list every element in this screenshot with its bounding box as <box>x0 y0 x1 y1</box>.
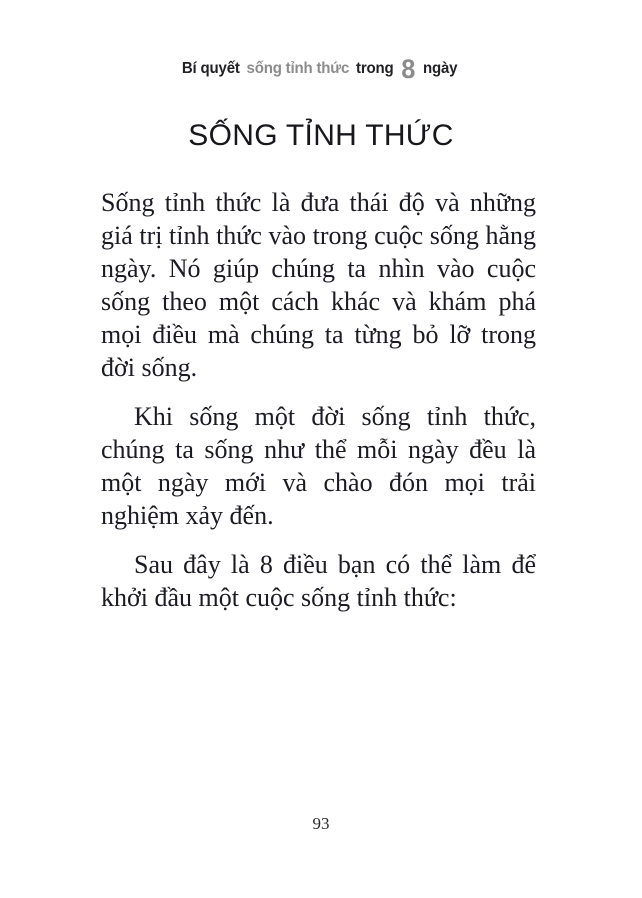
header-text-middle: trong <box>356 60 394 77</box>
body-paragraph: Sau đây là 8 điều bạn có thể làm để khởi đầu một cuộc sống tỉnh thức: <box>101 550 536 612</box>
chapter-title: SỐNG TỈNH THỨC <box>188 119 454 152</box>
header-text-prefix: Bí quyết <box>181 60 240 77</box>
header-text-suffix: ngày <box>422 60 458 77</box>
running-header <box>19 52 622 86</box>
body-paragraph: Sống tỉnh thức là đưa thái độ và những giá trị tỉnh thức vào trong cuộc sống hằng ngày. Nó giúp chúng ta nhìn vào cuộc sống theo một cách khác và khám phá mọi điều mà chúng ta từng bỏ lỡ trong đời sống. <box>101 188 536 382</box>
body-text-block <box>101 186 536 630</box>
body-paragraph: Khi sống một đời sống tỉnh thức, chúng ta sống như thể mỗi ngày đều là một ngày mới và chào đón mọi trải nghiệm xảy đến. <box>101 402 536 530</box>
header-big-number: 8 <box>401 54 416 84</box>
header-highlight-text: sống tỉnh thức <box>246 60 350 77</box>
page-number: 93 <box>312 814 330 833</box>
